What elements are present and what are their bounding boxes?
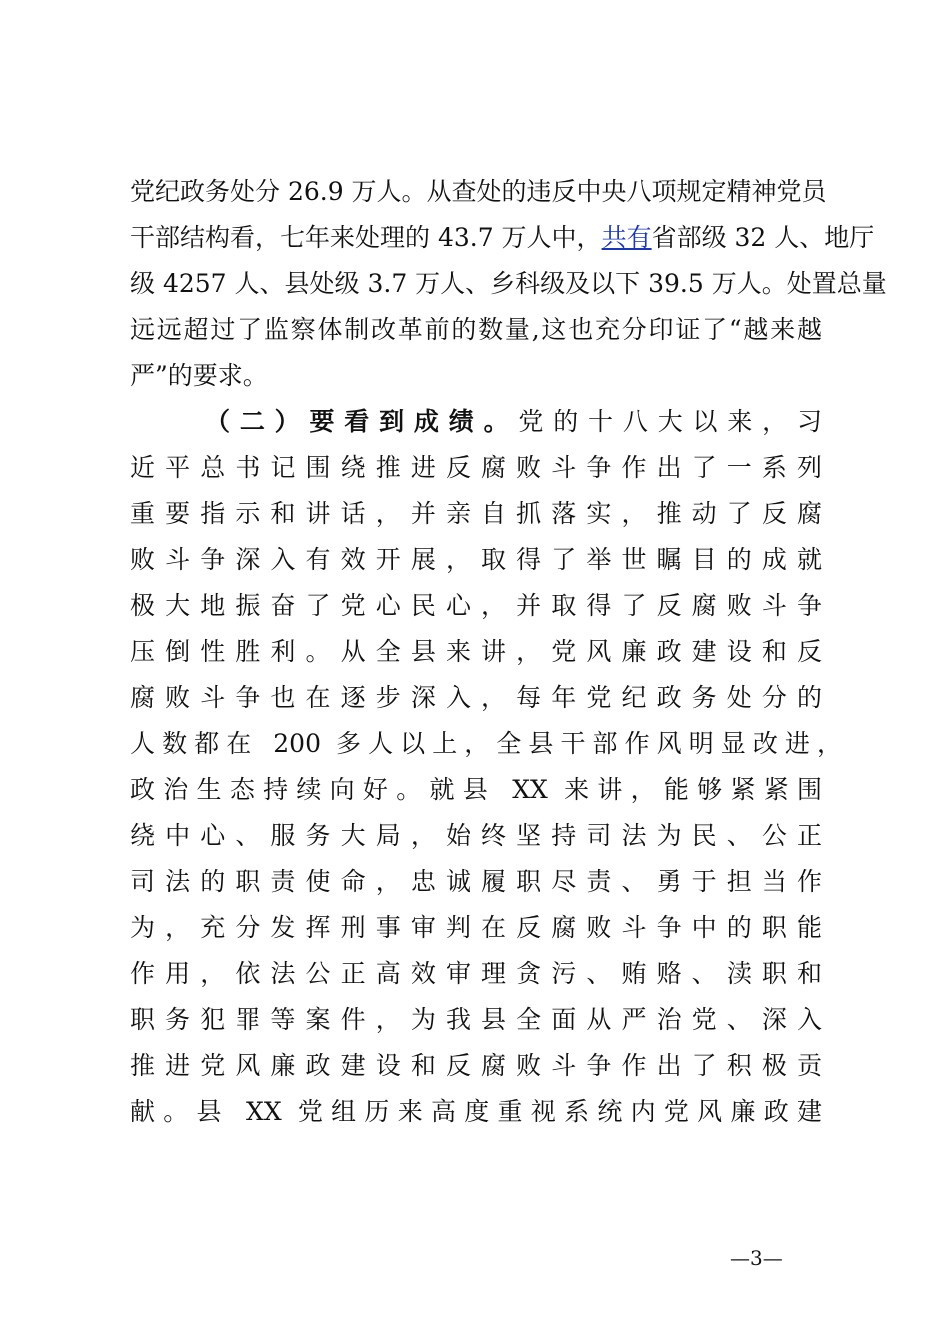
body-text-line: 重要指示和讲话，并亲自抓落实，推动了反腐	[130, 499, 822, 528]
body-text-line: 级 4257 人、县处级 3.7 万人、乡科级及以下 39.5 万人。处置总量	[130, 269, 887, 298]
body-text-line: 人数都在 200 多人以上，全县干部作风明显改进，	[130, 729, 842, 758]
body-text-line: 作用，依法公正高效审理贪污、贿赂、渎职和	[130, 959, 822, 988]
body-text-line: 政治生态持续向好。就县 XX 来讲，能够紧紧围	[130, 775, 822, 804]
body-text-line: 献。县 XX 党组历来高度重视系统内党风廉政建	[130, 1097, 822, 1126]
body-text-line: 近平总书记围绕推进反腐败斗争作出了一系列	[130, 453, 822, 482]
section-heading-line	[205, 402, 822, 442]
body-text-segment: 省部级 32 人、地厅	[651, 223, 875, 252]
page-number: —3—	[730, 1246, 783, 1270]
hyperlink[interactable]: 共有	[601, 223, 652, 252]
body-text-line: 极大地振奋了党心民心，并取得了反腐败斗争	[130, 591, 822, 620]
section-heading: （二）要看到成绩。	[205, 407, 519, 436]
body-text-line: 推进党风廉政建设和反腐败斗争作出了积极贡	[130, 1051, 822, 1080]
body-text-line: 败斗争深入有效开展，取得了举世瞩目的成就	[130, 545, 822, 574]
body-text-line: 压倒性胜利。从全县来讲，党风廉政建设和反	[130, 637, 822, 666]
body-text-line: 远远超过了监察体制改革前的数量,这也充分印证了“越来越	[130, 315, 822, 344]
body-text-line	[130, 218, 875, 258]
body-text-line: 为，充分发挥刑事审判在反腐败斗争中的职能	[130, 913, 822, 942]
body-text-line: 腐败斗争也在逐步深入，每年党纪政务处分的	[130, 683, 822, 712]
body-text-line: 党纪政务处分 26.9 万人。从查处的违反中央八项规定精神党员	[130, 177, 827, 206]
body-text-segment: 干部结构看，七年来处理的 43.7 万人中，	[130, 223, 602, 252]
body-text-line: 司法的职责使命，忠诚履职尽责、勇于担当作	[130, 867, 822, 896]
body-text-line: 职务犯罪等案件，为我县全面从严治党、深入	[130, 1005, 822, 1034]
body-text-line: 严”的要求。	[130, 361, 268, 390]
body-text-segment: 党的十八大以来，习	[518, 407, 822, 436]
body-text-line: 绕中心、服务大局，始终坚持司法为民、公正	[130, 821, 822, 850]
